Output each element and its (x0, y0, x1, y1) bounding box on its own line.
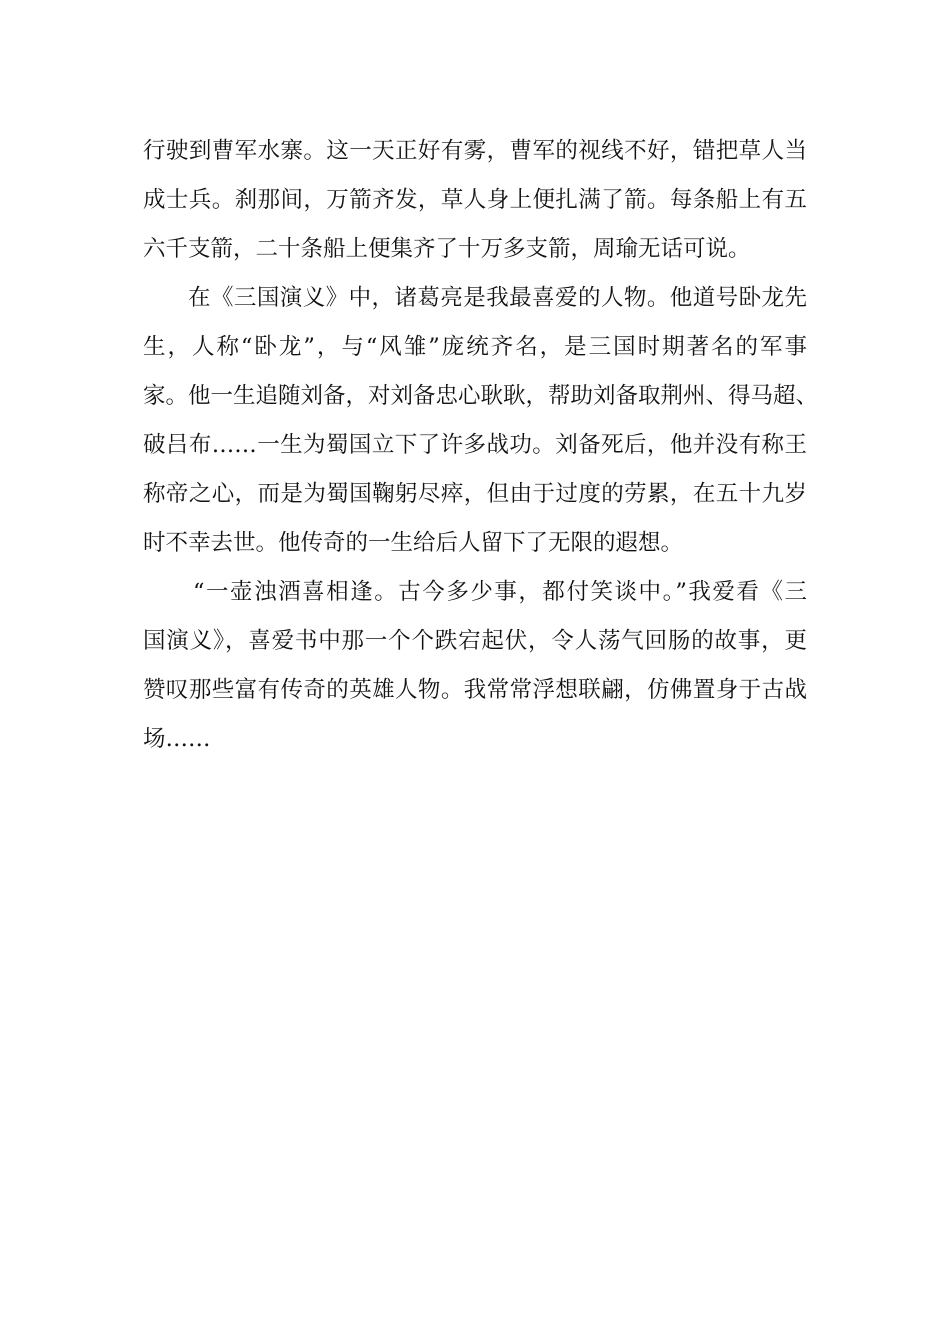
text-line: 破吕布……一生为蜀国立下了许多战功。刘备死后，他并没有称王 (143, 432, 807, 458)
text-line: 称帝之心，而是为蜀国鞠躬尽瘁，但由于过度的劳累，在五十九岁 (143, 481, 807, 507)
document-body (143, 127, 819, 764)
text-line: 在《三国演义》中，诸葛亮是我最喜爱的人物。他道号卧龙先 (188, 285, 807, 311)
text-line: “一壶浊酒喜相逢。古今多少事，都付笑谈中。”我爱看《三 (193, 579, 807, 605)
paragraph-1 (143, 127, 807, 274)
text-line: 时不幸去世。他传奇的一生给后人留下了无限的遐想。 (143, 530, 684, 556)
paragraph-2 (143, 274, 819, 568)
text-line: 赞叹那些富有传奇的英雄人物。我常常浮想联翩，仿佛置身于古战 (143, 677, 807, 703)
text-line: 生，人称“卧龙”，与“风雏”庞统齐名，是三国时期著名的军事 (143, 334, 807, 360)
text-line: 六千支箭，二十条船上便集齐了十万多支箭，周瑜无话可说。 (143, 236, 751, 262)
text-line: 国演义》，喜爱书中那一个个跌宕起伏，令人荡气回肠的故事，更 (143, 628, 807, 654)
paragraph-3 (143, 568, 807, 764)
text-line: 场…… (143, 726, 211, 752)
text-line: 行驶到曹军水寨。这一天正好有雾，曹军的视线不好，错把草人当 (143, 138, 807, 164)
text-line: 成士兵。刹那间，万箭齐发，草人身上便扎满了箭。每条船上有五 (143, 187, 807, 213)
text-line: 家。他一生追随刘备，对刘备忠心耿耿，帮助刘备取荆州、得马超、 (143, 383, 819, 409)
